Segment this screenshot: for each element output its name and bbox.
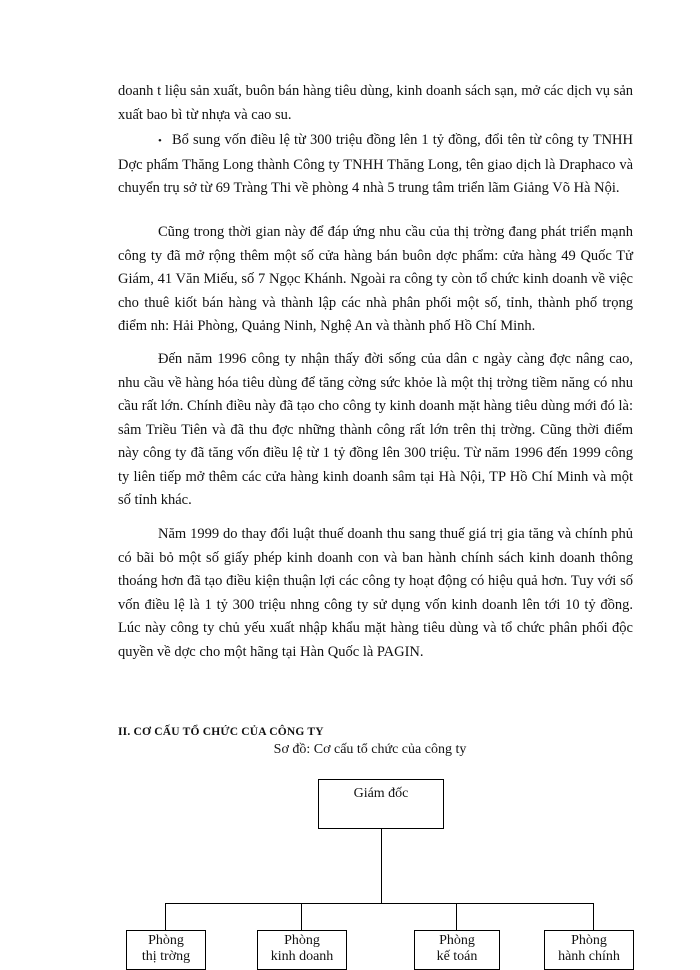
paragraph-3: Cũng trong thời gian này để đáp ứng nhu cầu của thị trờng đang phát triển mạnh công ty đã mở rộng thêm một số cửa hàng bán buôn dợc phẩm: cửa hàng 49 Quốc Tử Giám, 41 Văn Miếu, số 7 Ngọc Khánh. Ngoài ra công ty còn tổ chức kinh doanh về việc cho thuê kiốt bán hàng và thành lập các nhà phân phối một số, tỉnh, thành phố trọng điểm nh: Hải Phòng, Quảng Ninh, Nghệ An và thành phố Hồ Chí Minh. [118, 224, 633, 334]
paragraph-5: Năm 1999 do thay đổi luật thuế doanh thu sang thuế giá trị gia tăng và chính phủ có bãi bỏ một số giấy phép kinh doanh con và ban hành chính sách kinh doanh thông thoáng hơn đã tạo điều kiện thuận lợi các công ty hoạt động có hiệu quả hơn. Tuy với số vốn điều lệ là 1 tỷ 300 triệu nhng công ty sử dụng vốn kinh doanh lên tới 10 tỷ đồng. Lúc này công ty chủ yếu xuất nhập khẩu mặt hàng tiêu dùng và tổ chức phân phối độc quyền về dợc cho một hãng tại Hàn Quốc là PAGIN. [118, 526, 633, 660]
org-node-line2: kế toán [436, 949, 478, 964]
paragraph-4: Đến năm 1996 công ty nhận thấy đời sống của dân c ngày càng đợc nâng cao, nhu cầu về hàng hóa tiêu dùng để tăng cờng sức khỏe là một thị trờng tiềm năng có nhu cầu rất lớn. Chính điều này đã tạo cho công ty kinh doanh mặt hàng tiêu dùng mới đó là: sâm Triều Tiên và đã thu đợc những thành công rất lớn trên thị trờng. Cũng thời điểm này công ty đã tăng vốn điều lệ từ 1 tỷ đồng lên 300 triệu. Từ năm 1996 đến 1999 công ty liên tiếp mở thêm các cửa hàng kinh doanh sâm tại Hà Nội, TP Hồ Chí Minh và một số tỉnh khác. [118, 351, 633, 508]
paragraph-2-text: Bổ sung vốn điều lệ từ 300 triệu đồng lên 1 tỷ đồng, đổi tên từ công ty TNHH Dợc phẩm Thăng Long thành Công ty TNHH Thăng Long, tên giao dịch là Draphaco và chuyển trụ sở từ 69 Tràng Thi về phòng 4 nhà 5 trung tâm triển lãm Giảng Võ Hà Nội. [118, 132, 633, 196]
org-node-line2: hành chính [558, 949, 620, 964]
org-connector-horizontal [165, 903, 594, 904]
org-node-phong-ke-toan [414, 930, 500, 970]
org-connector-child-1 [165, 903, 166, 930]
org-node-line1: Phòng [439, 933, 475, 948]
org-node-line1: Phòng [571, 933, 607, 948]
org-root-giam-doc [318, 779, 444, 829]
org-node-phong-hanh-chinh [544, 930, 634, 970]
bullet-icon: • [158, 135, 162, 147]
paragraph-1: doanh t liệu sản xuất, buôn bán hàng tiêu dùng, kinh doanh sách sạn, mở các dịch vụ sản xuất bao bì từ nhựa và cao su. [118, 83, 633, 123]
org-connector-child-4 [593, 903, 594, 930]
org-node-line1: Phòng [148, 933, 184, 948]
org-connector-child-3 [456, 903, 457, 930]
org-node-line2: kinh doanh [270, 949, 334, 964]
org-node-line2: thị trờng [141, 949, 191, 964]
org-connector-vertical [381, 829, 382, 903]
paragraph-2 [118, 129, 633, 201]
org-node-phong-thi-truong [126, 930, 206, 970]
diagram-caption: Sơ đồ: Cơ cấu tổ chức của công ty [273, 742, 467, 757]
org-node-phong-kinh-doanh [257, 930, 347, 970]
org-connector-child-2 [301, 903, 302, 930]
org-root-label: Giám đốc [353, 786, 409, 801]
org-node-line1: Phòng [284, 933, 320, 948]
section-heading: II. CƠ CẤU TỔ CHỨC CỦA CÔNG TY [118, 726, 324, 738]
